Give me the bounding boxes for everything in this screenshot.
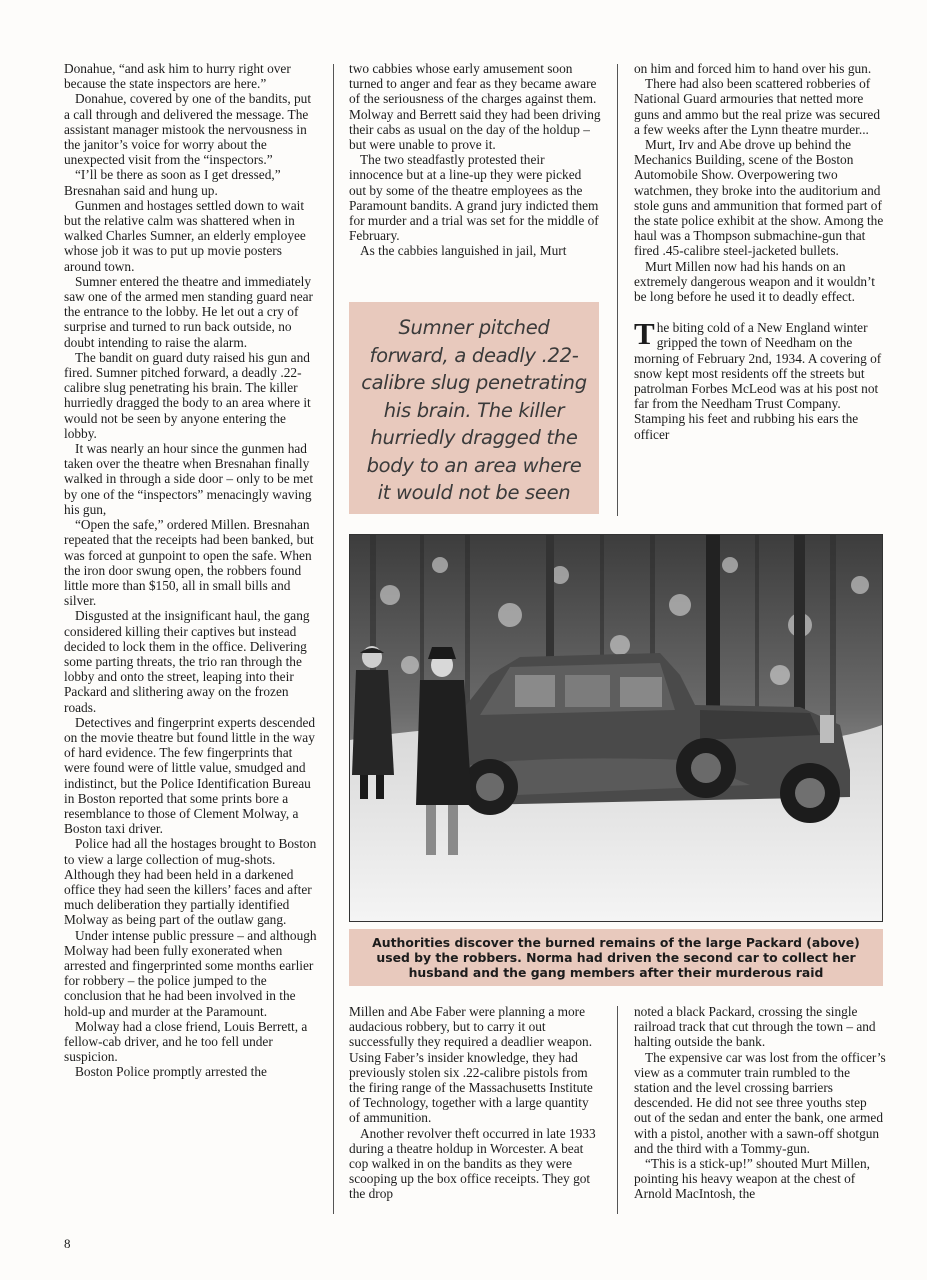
article-column-2 <box>349 61 601 293</box>
paragraph: It was nearly an hour since the gunmen had taken over the theatre when Bresnahan finally walked in through a side door – only to be met by one of the “inspectors” menacingly waving his gun, <box>64 441 314 517</box>
paragraph: Murt Millen now had his hands on an extremely dangerous weapon and it wouldn’t be long before he used it to deadly effect. <box>634 258 875 305</box>
paragraph: Another revolver theft occurred in late 1933 during a theatre holdup in Worcester. A beat cop walked in on the bandits as they were scooping up the box office receipts. They got the drop <box>349 1125 596 1202</box>
paragraph: “Open the safe,” ordered Millen. Bresnahan repeated that the receipts had been banked, but was forced at gunpoint to open the safe. When the iron door swung open, the robbers found little more than $150, all in small bills and silver. <box>64 517 314 609</box>
paragraph: The bandit on guard duty raised his gun and fired. Sumner pitched forward, a deadly .22-calibre slug penetrating his brain. The killer hurriedly dragged the body to an area where it would not be seen by anyone entering the lobby. <box>64 349 311 441</box>
column-divider <box>617 64 618 516</box>
section-opening-paragraph <box>634 316 886 442</box>
paragraph: noted a black Packard, crossing the single railroad track that cut through the town – and halting outside the bank. <box>634 1004 876 1050</box>
paragraph: The two steadfastly protested their innocence but at a line-up they were picked out by some of the theatre employees as the Paramount bandits. A grand jury indicted them for murder and a trial was set for the middle of February. <box>349 152 599 244</box>
paragraph: Police had all the hostages brought to Boston to view a large collection of mug-shots. Although they had been held in a darkened office they had seen the killers’ faces and after much deliberation they partially identified Molway as being part of the outlaw gang. <box>64 836 317 928</box>
paragraph: Donahue, “and ask him to hurry right over because the state inspectors are here.” <box>64 61 291 92</box>
paragraph: Millen and Abe Faber were planning a more audacious robbery, but to carry it out successfully they required a deadlier weapon. Using Faber’s insider knowledge, they had previously stolen six .22-calibre pistols from the firing range of the Massachusetts Institute of Technology, together with a large quantity of ammunition. <box>349 1004 593 1126</box>
paragraph: “I’ll be there as soon as I get dressed,” Bresnahan said and hung up. <box>64 167 281 198</box>
section-opening-text: he biting cold of a New England winter gripped the town of Needham on the morning of February 2nd, 1934. A covering of snow kept most residents off the streets but patrolman Forbes McLeod was at his post not far from the Needham Trust Company. Stamping his feet and rubbing his ears the officer <box>634 320 882 442</box>
paragraph: Molway had a close friend, Louis Berrett, a fellow-cab driver, and he too fell under suspicion. <box>64 1018 308 1065</box>
paragraph: Donahue, covered by one of the bandits, put a call through and delivered the message. The assistant manager mistook the nervousness in the janitor’s voice for worry about the unexpected visit from the “inspectors.” <box>64 91 312 168</box>
paragraph: on him and forced him to hand over his gun. <box>634 61 872 76</box>
photo-caption-text: Authorities discover the burned remains of the large Packard (above) used by the robbers. Norma had driven the second car to collect her husband and the gang members after their murderous raid <box>372 935 860 980</box>
paragraph: Boston Police promptly arrested the <box>75 1064 267 1080</box>
pull-quote-text: Sumner pitched forward, a deadly .22-calibre slug penetrating his brain. The killer hurriedly dragged the body to an area where it would not be seen <box>361 316 587 504</box>
paragraph: Disgusted at the insignificant haul, the gang considered killing their captives but instead decided to lock them in the office. Delivering some parting threats, the trio ran through the lobby and onto the street, leaping into their Packard and slithering away on the frozen roads. <box>64 608 310 715</box>
photo-caption <box>349 929 883 986</box>
article-column-3 <box>634 61 886 521</box>
pull-quote <box>349 302 599 514</box>
paragraph: The expensive car was lost from the officer’s view as a commuter train rumbled to the station and the level crossing barriers descended. He did not see three youths step out of the sedan and enter the bank, one armed with a pistol, another with a sawn-off shotgun and the third with a Tommy-gun. <box>634 1049 886 1156</box>
paragraph: two cabbies whose early amusement soon turned to anger and fear as they became aware of the seriousness of the charges against them. Molway and Berrett said they had been driving their cabs as usual on the day of the holdup – but were unable to prove it. <box>349 61 601 153</box>
article-column-4 <box>349 1004 601 1218</box>
column-divider <box>617 1006 618 1214</box>
article-column-5 <box>634 1004 886 1218</box>
article-column-1 <box>64 61 318 1219</box>
paragraph: Under intense public pressure – and although Molway had been fully exonerated when arrested and fingerprinted some months earlier for robbery – the police jumped to the conclusion that he had been involved in the hold-up and murder at the Paramount. <box>64 927 317 1019</box>
paragraph: Sumner entered the theatre and immediately saw one of the armed men standing guard near the entrance to the lobby. He let out a cry of surprise and turned to run back outside, no doubt intending to raise the alarm. <box>64 273 313 350</box>
paragraph: Murt, Irv and Abe drove up behind the Mechanics Building, scene of the Boston Automobile Show. Overpowering two watchmen, they broke into the auditorium and stole guns and ammunition that formed part of the state police exhibit at the show. Among the haul was a Thompson submachine-gun that fired .45-calibre steel-jacketed bullets. <box>634 137 884 259</box>
paragraph: “This is a stick-up!” shouted Murt Millen, pointing his heavy weapon at the chest of Arnold MacIntosh, the <box>634 1156 870 1202</box>
page-number: 8 <box>64 1236 71 1251</box>
column-divider <box>333 64 334 1214</box>
paragraph: Gunmen and hostages settled down to wait but the relative calm was shattered when in walked Charles Sumner, an elderly employee whose job it was to put up movie posters around town. <box>64 197 306 274</box>
drop-cap: T <box>634 316 655 352</box>
burned-packard-photo <box>349 534 883 922</box>
paragraph: As the cabbies languished in jail, Murt <box>360 243 567 259</box>
paragraph: There had also been scattered robberies of National Guard armouries that netted more guns and ammo but the real prize was secured a few weeks after the Lynn theatre murder... <box>634 76 881 137</box>
paragraph: Detectives and fingerprint experts descended on the movie theatre but found little in the way of hard evidence. The few fingerprints that were found were of little value, smudged and indistinct, but the Police Identification Bureau in Boston reported that some prints bore a resemblance to those of Clement Molway, a Boston taxi driver. <box>64 714 316 837</box>
